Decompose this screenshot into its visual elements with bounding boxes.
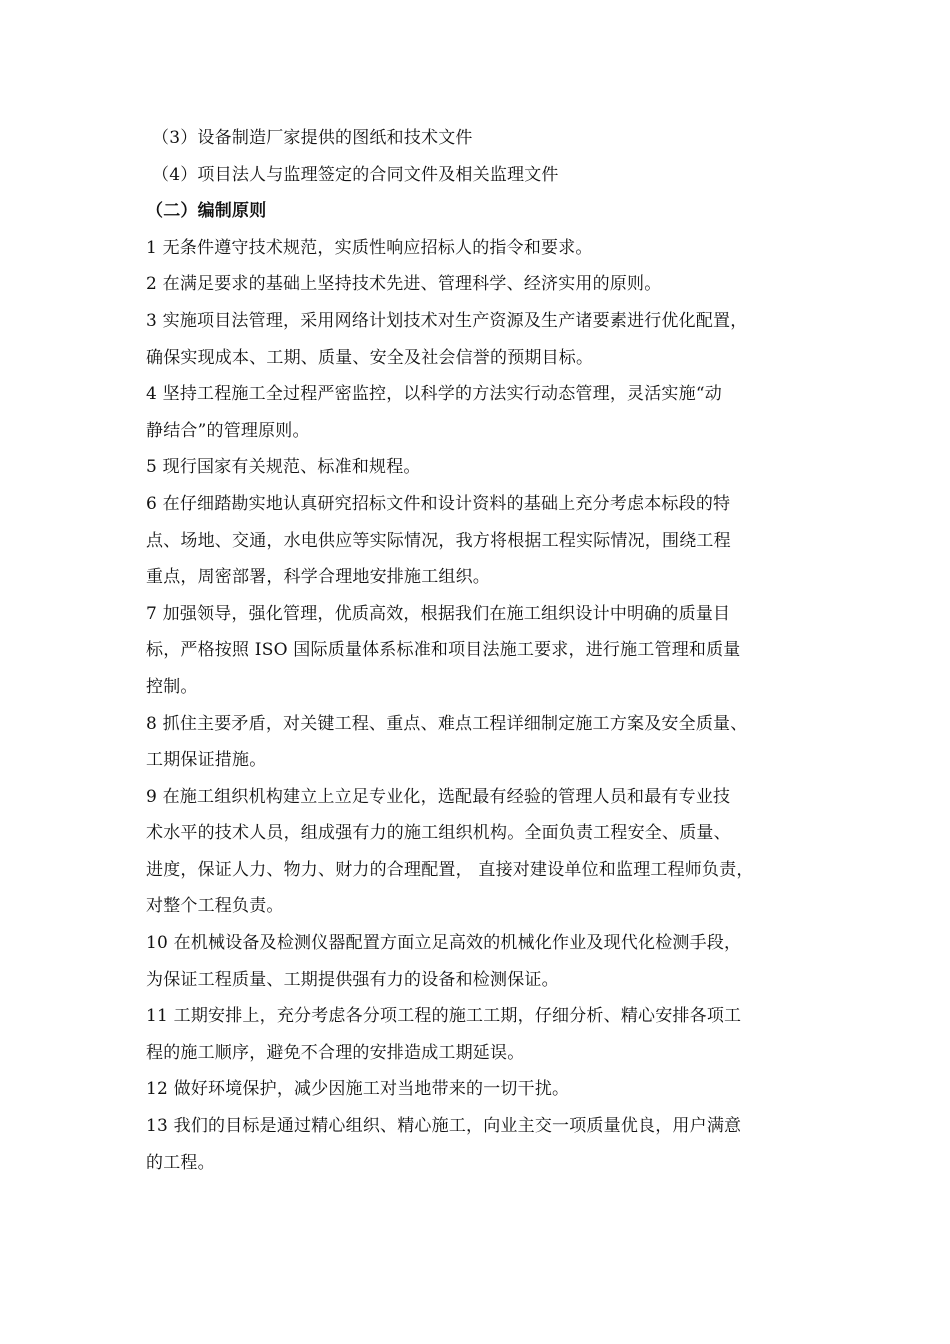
principle-2: [146, 266, 822, 303]
paragraph-line: 程的施工顺序，避免不合理的安排造成工期延误。: [146, 1042, 525, 1063]
paragraph-line: 13 我们的目标是通过精心组织、精心施工，向业主交一项质量优良，用户满意: [146, 1116, 742, 1137]
principle-8: [146, 706, 822, 779]
principle-5: [146, 449, 822, 486]
paragraph-line: 4 坚持工程施工全过程严密监控，以科学的方法实行动态管理，灵活实施“动: [146, 384, 722, 405]
paragraph-line: 静结合”的管理原则。: [146, 420, 310, 441]
paragraph-line: 术水平的技术人员，组成强有力的施工组织机构。全面负责工程安全、质量、: [146, 823, 731, 844]
principle-4: [146, 376, 822, 449]
principle-9: [146, 779, 822, 925]
basis-item-4: （4）项目法人与监理签定的合同文件及相关监理文件: [152, 164, 559, 185]
paragraph-line: 9 在施工组织机构建立上立足专业化，选配最有经验的管理人员和最有专业技: [146, 786, 731, 807]
paragraph-line: 对整个工程负责。: [146, 896, 284, 917]
principle-1: [146, 230, 822, 267]
paragraph-line: 12 做好环境保护，减少因施工对当地带来的一切干扰。: [146, 1079, 570, 1100]
section-heading: （二）编制原则: [146, 201, 267, 222]
principle-12: [146, 1071, 822, 1108]
paragraph-line: 为保证工程质量、工期提供强有力的设备和检测保证。: [146, 969, 559, 990]
principle-10: [146, 925, 822, 998]
paragraph-line: 1 无条件遵守技术规范，实质性响应招标人的指令和要求。: [146, 237, 593, 258]
document-body: [146, 120, 822, 1181]
paragraph-line: 标，严格按照 ISO 国际质量体系标准和项目法施工要求，进行施工管理和质量: [146, 640, 741, 661]
paragraph-line: 点、场地、交通，水电供应等实际情况，我方将根据工程实际情况，围绕工程: [146, 530, 731, 551]
paragraph-line: 进度，保证人力、物力、财力的合理配置， 直接对建设单位和监理工程师负责，: [146, 859, 754, 880]
paragraph-line: 3 实施项目法管理，采用网络计划技术对生产资源及生产诸要素进行优化配置，: [146, 310, 748, 331]
principle-13: [146, 1108, 822, 1181]
basis-item-3: （3）设备制造厂家提供的图纸和技术文件: [152, 128, 473, 148]
paragraph-line: 工期保证措施。: [146, 750, 267, 771]
paragraph-line: 的工程。: [146, 1152, 215, 1173]
principle-7: [146, 596, 822, 706]
principle-3: [146, 303, 822, 376]
paragraph-line: 11 工期安排上，充分考虑各分项工程的施工工期，仔细分析、精心安排各项工: [146, 1006, 742, 1027]
paragraph-line: 重点，周密部署，科学合理地安排施工组织。: [146, 567, 490, 588]
paragraph-line: 10 在机械设备及检测仪器配置方面立足高效的机械化作业及现代化检测手段，: [146, 933, 742, 954]
paragraph-line: 5 现行国家有关规范、标准和规程。: [146, 457, 421, 478]
paragraph-line: 6 在仔细踏勘实地认真研究招标文件和设计资料的基础上充分考虑本标段的特: [146, 493, 731, 514]
principle-6: [146, 486, 822, 596]
paragraph-line: 8 抓住主要矛盾，对关键工程、重点、难点工程详细制定施工方案及安全质量、: [146, 713, 748, 734]
principle-11: [146, 998, 822, 1071]
paragraph-line: 7 加强领导，强化管理，优质高效，根据我们在施工组织设计中明确的质量目: [146, 603, 731, 624]
paragraph-line: 2 在满足要求的基础上坚持技术先进、管理科学、经济实用的原则。: [146, 274, 662, 295]
paragraph-line: 确保实现成本、工期、质量、安全及社会信誉的预期目标。: [146, 347, 594, 368]
paragraph-line: 控制。: [146, 676, 198, 697]
